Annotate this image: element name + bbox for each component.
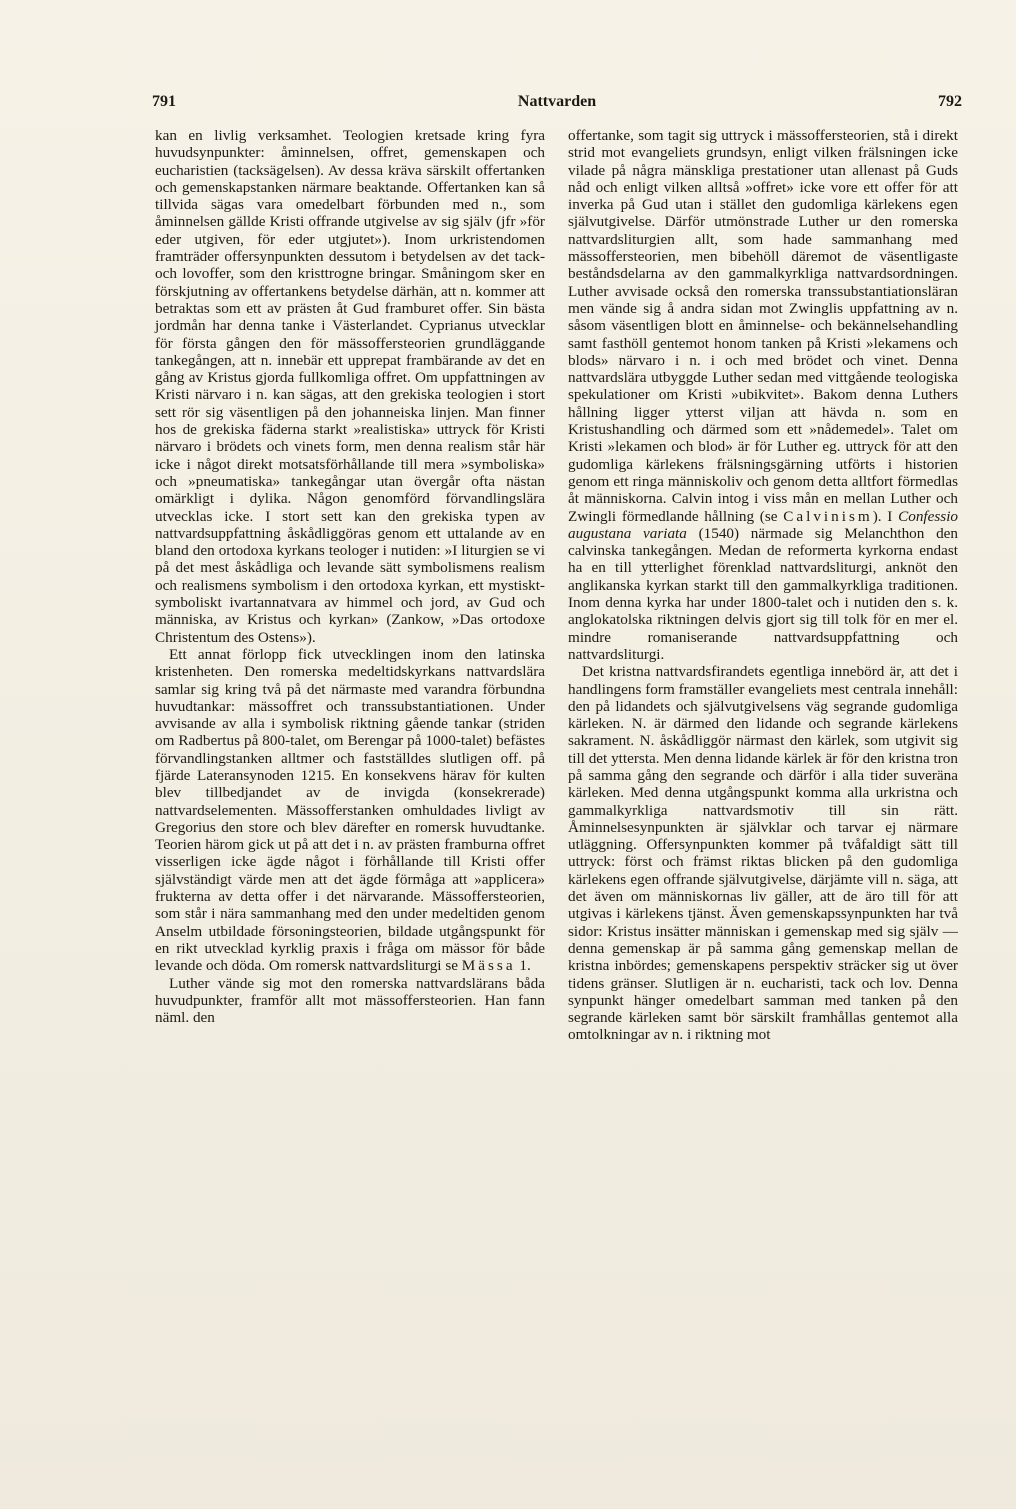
left-column (155, 127, 545, 1026)
paragraph-text: (1540) närmade sig Melanchthon den calvinska tankegången. Medan de reformerta kyrkorna endast ha en till ytterlighet förenklad nattvardsliturgi, anknöt den anglikanska kyrkan starkt till den gammalkyrkliga traditionen. Inom denna kyrka har under 1800-talet och i nutiden den s. k. anglokatolska riktningen delvis gjort sig till tolk för en mer el. mindre romaniserande nattvardsuppfattning och nattvardsliturgi. (568, 524, 958, 663)
page-header (152, 93, 962, 117)
running-title: Nattvarden (517, 93, 597, 110)
cross-reference: Mässa (461, 957, 516, 975)
work-title: Confessio augustana variata (568, 507, 959, 542)
paragraph (568, 127, 958, 663)
right-column (568, 127, 958, 1044)
paragraph-text: offertanke, som tagit sig uttryck i mässoffersteorien, stå i direkt strid mot evangeliets grundsyn, enligt vilken frälsningen icke vilade på några mänskliga prestationer utan allenast på Guds nåd och enligt vilken alltså »offret» icke vore ett offer för att inverka på Gud utan i stället den gudomliga kärlekens egen självutgivelse. Därför utmönstrade Luther ur den romerska nattvardsliturgien allt, som hade sammanhang med mässoffersteorien, men bibehöll däremot de väsentligaste beståndsdelarna av den gammalkyrkliga nattvardsordningen. Luther avvisade också den romerska transsubstantiationsläran men vände sig å andra sidan mot Zwinglis uppfattning av n. såsom väsentligen blott en åminnelse- och bekännelsehandling samt fasthöll gentemot honom tanken på Kristi »lekamens och blods» närvaro i n. i och med brödet och vinet. Denna nattvardslära utbyggde Luther sedan med vittgående teologiska spekulationer om Kristi »ubikvitet». Bakom denna Luthers hållning ligger ytterst viljan att hävda n. som en Kristushandling och därmed som ett »nådemedel». Talet om Kristi »lekamen och blod» är för Luther eg. uttryck för att den gudomliga kärlekens frälsningsgärning utförts i historien genom ett ringa människoliv och genom detta alltfort förmedlas åt människorna. Calvin intog i viss mån en mellan Luther och Zwingli förmedlande hållning (se (568, 127, 958, 525)
paragraph (155, 646, 545, 975)
paragraph: kan en livlig verksamhet. Teologien kretsade kring fyra huvudsynpunkter: åminnelsen, offret, gemenskapen och eucharistien (tacksägelsen). Av dessa kräva särskilt offertanken och gemenskapstanken närmare beaktande. Offertanken kan så tillvida sägas vara omedelbart förbunden med n., som åminnelsen gällde Kristi offrande utgivelse av sig själv (jfr »för eder utgiven, för eder utgjutet»). Inom urkristendomen framträder offersynpunkten dessutom i betydelsen av det tack- och lovoffer, som den kristtrogne bringar. Småningom sker en förskjutning av offertankens betydelse därhän, att n. kommer att betraktas som ett av prästen åt Gud framburet offer. Sin bästa jordmån har denna tanke i Västerlandet. Cyprianus utvecklar för första gången den för mässoffersteorien grundläggande tankegången, att n. innebär ett upprepat frambärande av det en gång av Kristus gjorda fullkomliga offret. Om uppfattningen av Kristi närvaro i n. kan sägas, att den grekiska teologien i stort sett rör sig väsentligen på den johanneiska linjen. Man finner hos de grekiska fäderna starkt »realistiska» uttryck för Kristi närvaro i brödets och vinets form, men denna realism står här icke i något direkt motsatsförhållande till mera »symboliska» och »pneumatiska» tankegångar utan övergår ofta nästan omärkligt i dylika. Någon genomförd förvandlingslära utvecklas icke. I stort sett kan den grekiska typen av nattvardsuppfattning åskådliggöras genom ett uttalande av en bland den ortodoxa kyrkans teologer i nutiden: »I liturgien se vi på det mest åskådliga och levande sätt symbolismens realism och realismens symbolism i den ortodoxa kyrkan, ett mystiskt-symboliskt ivartannatvara av himmel och jord, av Gud och människa, av Kristus och kyrkan» (Zankow, »Das ortodoxe Christentum des Ostens»). (155, 127, 545, 646)
paragraph-text: Ett annat förlopp fick utvecklingen inom den latinska kristenheten. Den romerska medeltidskyrkans nattvardslära samlar sig kring två på det närmaste med varandra förbundna huvudtankar: mässoffret och transsubstantiationen. Under avvisande av alla i symbolisk riktning gående tankar (striden om Radbertus på 800-talet, om Berengar på 1000-talet) befästes förvandlingstanken alltmer och fastställdes slutligen off. på fjärde Lateransynoden 1215. En konsekvens härav för kulten blev tillbedjandet av de invigda (konsekrerade) nattvardselementen. Mässofferstanken omhuldades livligt av Gregorius den store och blev därefter en romersk huvudtanke. Teorien härom gick ut på att det i n. av prästen framburna offret visserligen icke ägde något i förhållande till Kristi offer självständigt värde men att det ägde förmåga att »applicera» frukterna av detta offer i det närvarande. Mässoffersteorien, som står i nära sammanhang med den under medeltiden genom Anselm utbildade försoningsteorien, bildade utgångspunkt för en rikt utvecklad kyrklig praxis i fråga om mässor för både levande och döda. Om romersk nattvardsliturgi se (155, 645, 545, 975)
cross-reference: Calvinism (783, 507, 873, 525)
paragraph-text: ). I (872, 507, 893, 525)
paragraph-text: 1. (515, 957, 531, 975)
page-number-right: 792 (938, 93, 962, 110)
page-number-left: 791 (152, 93, 176, 110)
paragraph: Det kristna nattvardsfirandets egentliga innebörd är, att det i handlingens form framställer evangeliets mest centrala innehåll: den på lidandets och självutgivelsens väg segrande gudomliga kärleken. N. är därmed den lidande och segrande kärlekens sakrament. N. åskådliggör närmast den kärlek, som utgivit sig till det yttersta. Men denna lidande kärlek är för den kristna tron på samma gång den segrande och därför i alla tider suveräna kärleken. Med denna utgångspunkt komma alla urkristna och gammalkyrkliga nattvardsmotiv till sin rätt. Åminnelsesynpunkten är självklar och tarvar ej närmare utläggning. Offersynpunkten kommer på tvåfaldigt sätt till uttryck: först och främst riktas blicken på den gudomliga kärlekens egen offrande självutgivelse, därjämte vill n. säga, att det även om människornas liv gäller, att de äro till för att utgivas i kärlekens tjänst. Även gemenskapssynpunkten har två sidor: Kristus insätter människan i gemenskap med sig själv — denna gemenskap är på samma gång gemenskap mellan de kristna inbördes; gemenskapens perspektiv sträcker sig ut över tidens gränser. Slutligen är n. eucharisti, tack och lov. Denna synpunkt hänger omedelbart samman med tanken på den segrande kärleken samt bör särskilt framhållas gentemot alla omtolkningar av n. i riktning mot (568, 663, 958, 1044)
paragraph: Luther vände sig mot den romerska nattvardslärans båda huvudpunkter, framför allt mot mässoffersteorien. Han fann näml. den (155, 974, 545, 1027)
